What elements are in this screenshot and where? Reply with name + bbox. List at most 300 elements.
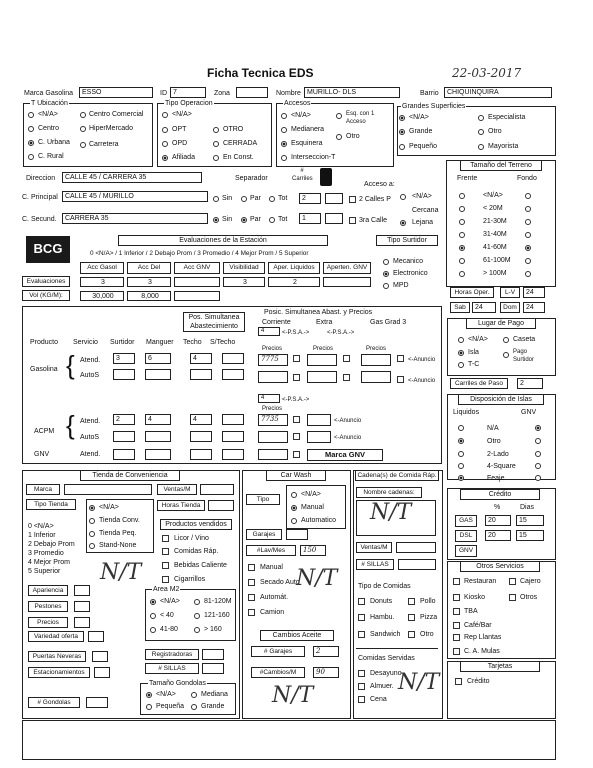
superficies-mayorista-radio[interactable] [478,144,484,150]
superficies-otro-radio[interactable] [478,129,484,135]
accesos-title: Accesos [284,100,311,107]
fondo-60-radio[interactable] [525,245,531,251]
islas-liq-2lado-radio[interactable] [458,451,464,457]
acpm-anuncio-check[interactable] [293,416,300,423]
acceso-lejana-label: Lejana [412,219,434,226]
cigarrillos-checkbox[interactable] [162,576,169,583]
tba-checkbox[interactable] [453,608,460,615]
otro-comida-label: Otro [420,631,434,638]
acpm-techo-field[interactable]: 4 [190,414,212,425]
comidas-rap-checkbox[interactable] [162,548,169,555]
servicios-title: Otros Servicios [460,561,540,572]
ubicacion-title: T Ubicación [31,100,68,107]
gnv-stecho-field[interactable] [222,449,244,460]
superficies-na-radio[interactable] [399,115,405,121]
donuts-checkbox[interactable] [358,598,365,605]
gas-anuncio-label-1: <-Anuncio [408,357,436,363]
cw-camion-checkbox[interactable] [248,609,255,616]
accesos-esquinera-radio[interactable] [281,141,287,147]
cw-camion-label: Camion [260,609,285,616]
area-40-radio[interactable] [150,613,156,619]
notes-box[interactable] [22,720,556,760]
conv-tipo-none-label: Stand-None [99,542,137,549]
cw-tipo-label: Tipo [246,494,280,505]
credito-pct-label: % [494,504,501,511]
acc-gasol-button[interactable]: Acc Gasol [80,262,124,274]
cadenas-sillas-field[interactable] [398,559,436,570]
islas-gnv-2lado-radio[interactable] [535,451,541,457]
tarjeta-credito-checkbox[interactable] [455,678,462,685]
cprincipal-par-radio[interactable] [241,196,247,202]
csecund-tot-label: Tot [278,216,288,223]
pago-isla-radio[interactable] [458,350,464,356]
gas-anuncio-check-3[interactable] [397,355,404,362]
carriles-paso-field[interactable]: 2 [517,378,543,389]
cw-manual-radio[interactable] [291,505,297,511]
cprincipal-field[interactable]: CALLE 45 / MURILLO [62,191,208,202]
gas-autos-stecho[interactable] [222,369,244,380]
fondo-na-radio[interactable] [525,193,531,199]
gas-autos-price-2[interactable] [307,371,337,383]
accesos-esq1-radio[interactable] [336,113,342,119]
vol-del[interactable]: 8,000 [127,291,171,301]
gas-autos-price-1[interactable] [258,371,288,383]
acceso-na-radio[interactable] [400,194,406,200]
ubicacion-rural-label: C. Rural [38,153,64,160]
cambios-m-label: #Cambios/M [251,667,305,678]
llantas-checkbox[interactable] [453,634,460,641]
cafe-label: Café/Bar [464,622,492,629]
fondo-over100-radio[interactable] [525,271,531,277]
otro-comida-checkbox[interactable] [408,631,415,638]
acpm-autos-manguer[interactable] [145,431,171,442]
gas-autos-price-3[interactable] [361,371,391,383]
vol-gnv[interactable] [174,291,220,301]
pollo-label: Pollo [420,598,436,605]
id-field[interactable]: 7 [170,87,206,98]
calles-checkbox[interactable] [349,196,356,203]
conveniencia-title: Tienda de Conveniencia [80,470,180,481]
ubicacion-centro-radio[interactable] [28,126,34,132]
fondo-100-radio[interactable] [525,258,531,264]
gas-techo-field[interactable]: 4 [190,353,212,364]
superficies-grande-label: Grande [409,128,433,135]
ubicacion-na-radio[interactable] [28,112,34,118]
gas-autos-surtidor[interactable] [113,369,135,380]
traffic-light-icon [320,168,332,186]
desayuno-checkbox[interactable] [358,670,365,677]
eval-aper-liquidos[interactable]: 2 [268,277,320,287]
cprincipal-carriles-field[interactable]: 2 [299,193,321,204]
acpm-autos-surtidor[interactable] [113,431,135,442]
cw-secado-checkbox[interactable] [248,579,255,586]
superficies-otro-label: Otro [488,128,502,135]
cambios-garajes-field[interactable]: 2 [313,646,339,657]
operacion-afiliada-radio[interactable] [162,155,168,161]
cprincipal-tot-radio[interactable] [269,196,275,202]
gnv-techo-field[interactable] [190,449,212,460]
gas3-label: Gas Grad 3 [370,319,407,326]
sab-field[interactable]: 24 [472,302,496,313]
credito-dias-label: Dias [520,504,535,511]
csecund-label: C. Secund. [22,216,57,223]
dom-field[interactable]: 24 [523,302,545,313]
islas-gnv-4sq-radio[interactable] [535,463,541,469]
superficies-grande-radio[interactable] [399,129,405,135]
acc-del-button[interactable]: Acc Del [127,262,171,274]
cena-checkbox[interactable] [358,696,365,703]
col-surtidor: Surtidor [110,339,135,346]
frente-over100-radio[interactable] [459,271,465,277]
cw-na-radio[interactable] [291,492,297,498]
credito-dsl-pct[interactable]: 20 [485,530,511,541]
accesos-interseccion-label: Interseccion-T [291,154,336,161]
gnv-surtidor-field[interactable] [113,449,135,460]
gondolas-na-radio[interactable] [146,692,152,698]
simul-title: Pos. Simultanea Abastecimiento [183,312,245,332]
islas-feaje-label: Feaje [487,475,505,482]
islas-gnv-feaje-radio[interactable] [535,475,541,481]
superficies-pequeno-radio[interactable] [399,144,405,150]
gondolas-title: Tamaño Gondolas [149,680,206,687]
surtidor-mpd-label: MPD [393,282,409,289]
ubicacion-cc-radio[interactable] [80,112,86,118]
acpm-anuncio-label-1: <-Anuncio [334,418,362,424]
accesos-otro-radio[interactable] [336,134,342,140]
accesos-medianera-radio[interactable] [281,127,287,133]
pago-isla-label: Isla [468,349,479,356]
pestones-field[interactable] [74,601,90,612]
cigarrillos-label: Cigarrillos [174,576,206,583]
horas-label: Horas Oper. [450,287,494,298]
terreno-frente-label: Frente [457,175,478,182]
islas-title: Disposición de Islas [458,394,544,405]
ubicacion-urbana-radio[interactable] [28,140,34,146]
area-40-label: < 40 [160,612,174,619]
islas-gnv-otro-radio[interactable] [535,438,541,444]
area-121-radio[interactable] [194,613,200,619]
acpm-autos-check[interactable] [293,433,300,440]
acpm-anuncio-label-2: <-Anuncio [334,435,362,441]
gnv-label: GNV [34,451,50,458]
direccion-field[interactable]: CALLE 45 / CARRERA 35 [62,172,202,183]
variedad-field[interactable] [88,631,104,642]
lv-label: L-V [500,287,520,298]
otros-serv-checkbox[interactable] [509,594,516,601]
frente-100-radio[interactable] [459,258,465,264]
area-na-label: <N/A> [160,598,180,605]
gas-simul-field[interactable]: 4 [258,327,280,336]
eval-aperten-gnv[interactable] [323,277,371,287]
cw-auto-radio[interactable] [291,518,297,524]
cadenas-na-handwriting: N/T [370,500,412,525]
pizza-checkbox[interactable] [408,614,415,621]
cadenas-title: Cadena(s) de Comida Ráp. [355,470,439,481]
cw-na-label: <N/A> [301,491,321,498]
acpm-precios-label: Precios [262,406,283,412]
pago-surtidor-radio[interactable] [503,352,509,358]
area-na-radio[interactable] [150,599,156,605]
frente-40-radio[interactable] [459,232,465,238]
cadenas-sillas-label: # SILLAS [356,559,394,570]
credito-dsl-dias[interactable]: 15 [516,530,544,541]
islas-liq-na-radio[interactable] [458,425,464,431]
operacion-const-radio[interactable] [213,155,219,161]
islas-gnv-na-radio[interactable] [535,425,541,431]
marca-gnv-button[interactable]: Marca GNV [307,449,383,461]
acpm-stecho-field[interactable] [222,414,244,425]
cprincipal-sin-radio[interactable] [213,196,219,202]
nombre-field[interactable]: MURILLO- DLS [304,87,400,98]
page-title: Ficha Tecnica EDS [207,66,314,80]
gas-precios-label-3: Precios [366,346,387,352]
bebidas-checkbox[interactable] [162,562,169,569]
brace-gas: { [66,350,75,380]
accesos-na-label: <N/A> [291,112,311,119]
col-servicio: Servicio [73,339,98,346]
pago-tc-radio[interactable] [458,362,464,368]
area-81-radio[interactable] [194,599,200,605]
gas-surtidor-field[interactable]: 3 [113,353,135,364]
conv-tipo-label: Tipo Tienda [26,499,76,510]
cw-secado-label: Secado Auto [260,579,300,586]
cw-na-handwriting: N/T [296,566,338,591]
apariencia-field[interactable] [74,585,90,596]
cw-auto-label: Automatico [301,517,337,524]
gondolas-na-label: <N/A> [156,691,176,698]
conv-ventas-field[interactable] [200,484,234,495]
accesos-interseccion-radio[interactable] [281,155,287,161]
col-producto: Producto [30,339,59,346]
operacion-otro-radio[interactable] [213,127,219,133]
kiosko-checkbox[interactable] [453,594,460,601]
acpm-surtidor-field[interactable]: 2 [113,414,135,425]
calles-label: 2 Calles P [359,196,391,203]
cprincipal-separador-field[interactable] [325,193,343,204]
cw-lavmes-field[interactable]: 150 [300,545,326,556]
acpm-price[interactable]: 7735 [258,414,288,426]
productos-title: Productos vendidos [160,519,232,530]
ubicacion-hiper-radio[interactable] [80,126,86,132]
acpm-manguer-field[interactable]: 4 [145,414,171,425]
eval-acc-gasol[interactable]: 3 [80,277,124,287]
gas-anuncio-check-2[interactable] [343,355,350,362]
marca-field[interactable]: ESSO [79,87,153,98]
barrio-field[interactable]: CHIQUINQUIRA [444,87,552,98]
acpm-autos-label: AutoS [80,434,100,441]
acpm-autos-stecho[interactable] [222,431,244,442]
vol-gasol[interactable]: 30,000 [80,291,124,301]
pollo-checkbox[interactable] [408,598,415,605]
zona-field[interactable] [236,87,268,98]
gondolas-pequena-label: Pequeña [156,703,185,710]
ubicacion-rural-radio[interactable] [28,154,34,160]
cw-automat-checkbox[interactable] [248,594,255,601]
accesos-medianera-label: Medianera [291,126,325,133]
dom-label: Dom [500,302,520,313]
tarjetas-title: Tarjetas [460,661,540,672]
superficies-mayorista-label: Mayorista [488,143,519,150]
lv-field[interactable]: 24 [523,287,545,298]
operacion-opd-radio[interactable] [162,141,168,147]
gondolas-mediana-radio[interactable] [191,692,197,698]
nombre-label: Nombre [276,90,301,97]
surtidor-mpd-radio[interactable] [383,283,389,289]
surtidor-mecanico-radio[interactable] [383,259,389,265]
mulas-label: C. A. Mulas [464,648,500,655]
gas-autos-manguer[interactable] [145,369,171,380]
surtidor-electronico-radio[interactable] [383,271,389,277]
gnv-atend-label: Atend. [80,451,101,458]
handwritten-date: 22-03-2017 [452,66,522,80]
gas-autos-check-1[interactable] [293,374,300,381]
csecund-sin-radio[interactable] [213,217,219,223]
islas-liquidos-label: Liquidos [453,409,480,416]
licor-checkbox[interactable] [162,535,169,542]
conv-horas-field[interactable] [208,500,234,511]
conv-tipo-conv-radio[interactable] [89,518,95,524]
terreno-title: Tamaño del Terreno [460,160,542,171]
acpm-autos-price[interactable] [258,431,288,443]
conv-scale-5: 5 Superior [28,568,61,575]
conv-scale-0: 0 <N/A> [28,523,54,530]
gas-anuncio-check-1[interactable] [293,355,300,362]
conv-sillas-label: # SILLAS [145,663,199,674]
pago-caseta-radio[interactable] [503,337,509,343]
gas-manguer-field[interactable]: 6 [145,353,171,364]
visibilidad-button[interactable]: Visibilidad [223,262,265,274]
cw-garajes-field[interactable] [286,529,308,540]
area-160-radio[interactable] [194,627,200,633]
superficies-especialista-radio[interactable] [478,115,484,121]
credito-gnv-label: GNV [455,545,477,557]
mulas-checkbox[interactable] [453,648,460,655]
tarjeta-credito-label: Crédito [467,678,490,685]
cajero-checkbox[interactable] [509,578,516,585]
operacion-opt-label: OPT [172,126,187,133]
pago-na-radio[interactable] [458,337,464,343]
simul-prec-title: Posic. Simultanea Abast. y Precios [264,309,373,316]
gondolas-grande-radio[interactable] [191,704,197,710]
pago-caseta-label: Caseta [513,336,536,343]
aperten-gnv-button[interactable]: Aperten. GNV [323,262,371,274]
aper-liquidos-button[interactable]: Aper. Liquidos [268,262,320,274]
csecund-tot-radio[interactable] [269,217,275,223]
gas-price-corriente[interactable]: 7775 [258,354,288,366]
cw-manual-checkbox[interactable] [248,564,255,571]
apariencia-label: Apariencia [28,585,68,596]
gnv-manguer-field[interactable] [145,449,171,460]
gas-autos-check-2[interactable] [343,374,350,381]
operacion-opt-radio[interactable] [162,127,168,133]
csecund-carriles-field[interactable]: 1 [299,213,321,224]
calle3-checkbox[interactable] [349,217,356,224]
sandwich-checkbox[interactable] [358,631,365,638]
credito-gas-dias[interactable]: 15 [516,515,544,526]
num-gondolas-field[interactable] [86,697,108,708]
islas-liq-otro-radio[interactable] [458,438,464,444]
csecund-par-radio[interactable] [241,217,247,223]
fondo-20-radio[interactable] [525,206,531,212]
frente-60-radio[interactable] [459,245,465,251]
evaluaciones-scale: 0 <N/A> / 1 Inferior / 2 Debajo Prom / 3 Promedio / 4 Mejor Prom / 5 Superior [90,250,309,257]
frente-30-radio[interactable] [459,219,465,225]
terreno-100-label: 61-100M [483,257,511,264]
area-121-label: 121-160 [204,612,230,619]
acpm-price-2[interactable] [307,414,331,426]
area-160-label: > 160 [204,626,222,633]
eval-visibilidad[interactable]: 3 [223,277,265,287]
accesos-na-radio[interactable] [281,113,287,119]
area-41-radio[interactable] [150,627,156,633]
eval-acc-gnv[interactable] [174,277,220,287]
frente-20-radio[interactable] [459,206,465,212]
islas-liq-4sq-radio[interactable] [458,463,464,469]
conv-marca-label: Marca [26,484,60,495]
acceso-label: Acceso a: [364,181,395,188]
conv-tipo-na-radio[interactable] [89,505,95,511]
cafe-checkbox[interactable] [453,622,460,629]
gas-stecho-field[interactable] [222,353,244,364]
acc-gnv-button[interactable]: Acc GNV [174,262,220,274]
gas-price-extra[interactable] [307,354,337,366]
csecund-separador-field[interactable] [325,213,343,224]
puertas-field[interactable] [92,651,108,662]
gas-autos-check-3[interactable] [397,376,404,383]
gnv-anuncio-check[interactable] [293,451,300,458]
operacion-na-radio[interactable] [162,112,168,118]
credito-title: Crédito [460,489,540,500]
acpm-autos-techo[interactable] [190,431,212,442]
gondolas-grande-label: Grande [201,703,225,710]
acpm-label: ACPM [34,428,55,435]
operacion-cerrada-radio[interactable] [213,141,219,147]
frente-na-radio[interactable] [459,193,465,199]
fondo-40-radio[interactable] [525,232,531,238]
ubicacion-carretera-radio[interactable] [80,142,86,148]
restauran-checkbox[interactable] [453,578,460,585]
almuer-checkbox[interactable] [358,683,365,690]
gnv-price-field[interactable] [258,449,288,460]
registradoras-field[interactable] [202,649,224,660]
precios-field[interactable] [74,617,90,628]
evaluaciones-label: Evaluaciones [22,276,70,287]
ubicacion-cc-label: Centro Comercial [89,111,144,118]
fondo-30-radio[interactable] [525,219,531,225]
cambios-m-field[interactable]: 90 [313,667,339,678]
acpm-autos-price-2[interactable] [307,431,331,443]
acpm-simul-field[interactable]: 4 [258,394,280,403]
islas-liq-feaje-radio[interactable] [458,475,464,481]
gondolas-pequena-radio[interactable] [146,704,152,710]
conv-marca-field[interactable] [64,484,152,495]
csecund-field[interactable]: CARRERA 35 [62,213,208,224]
hambu-checkbox[interactable] [358,614,365,621]
acceso-lejana-radio[interactable] [400,220,406,226]
gas-price-gas3[interactable] [361,354,391,366]
cadenas-ventas-field[interactable] [396,542,436,553]
conv-sillas-field[interactable] [202,663,224,674]
marca-label: Marca Gasolina [24,90,74,97]
estacionamientos-label: Estacionamientos [28,667,90,678]
evaluaciones-title: Evaluaciones de la Estación [118,235,328,246]
credito-gas-pct[interactable]: 20 [485,515,511,526]
estacionamientos-field[interactable] [94,667,110,678]
gas-autos-techo[interactable] [190,369,212,380]
conv-tipo-none-radio[interactable] [89,543,95,549]
conv-tipo-peq-radio[interactable] [89,531,95,537]
eval-acc-del[interactable]: 3 [127,277,171,287]
